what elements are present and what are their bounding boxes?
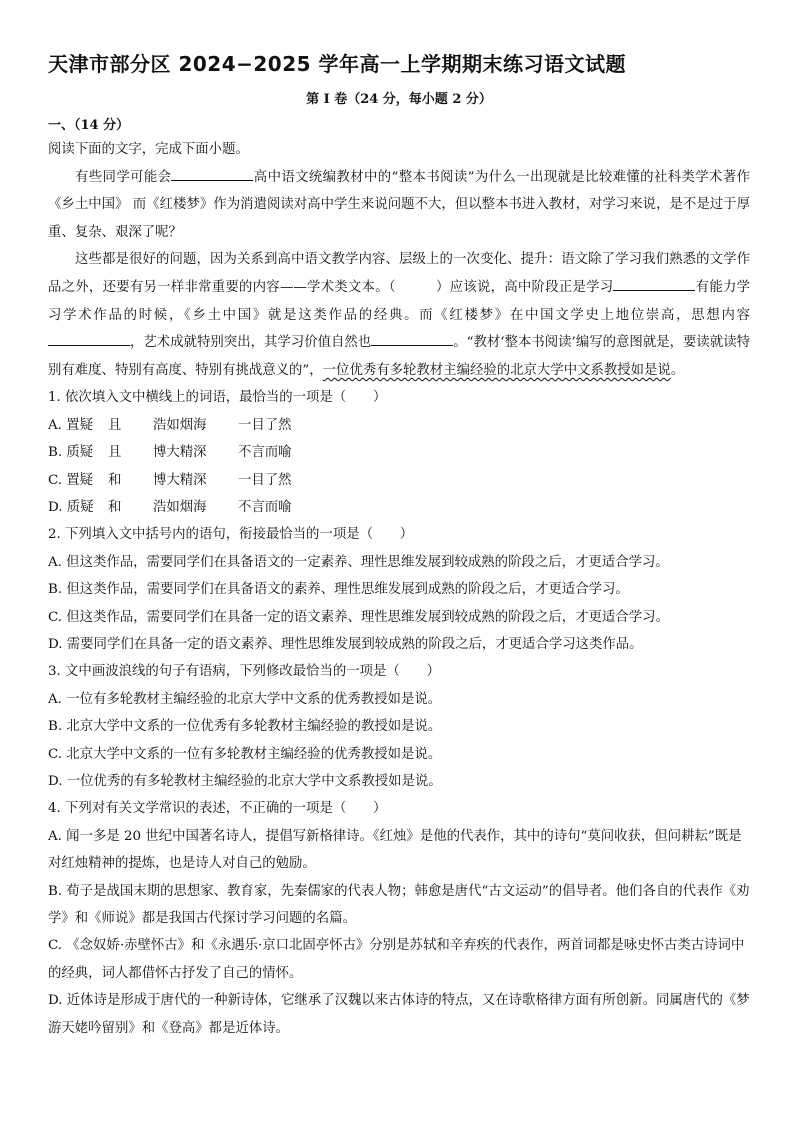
question-3-option-a: A. 一位有多轮教材主编经验的北京大学中文系的优秀教授如是说。 [48, 691, 442, 707]
passage-paragraph-1: 有些同学可能会 高中语文统编教材中的“整本书阅读”为什么一出现就是比较难懂的社科类学术著作《乡土中国》 而《红楼梦》作为消遣阅读对高中学生来说问题不大，但以整本书进入教材，对学习来说，是不是过于厚重、复杂、艰深了呢？ [48, 169, 750, 240]
question-2-stem: 2. 下列填入文中括号内的语句，衔接最恰当的一项是（ ） [48, 527, 414, 543]
blank-1 [171, 168, 253, 181]
blank-2 [613, 278, 695, 291]
passage-paragraph-2: 这些都是很好的问题，因为关系到高中语文教学内容、层级上的一次变化、提升：语文除了学习我们熟悉的文学作品之外，还要有另一样非常重要的内容——学术类文本。（ ）应该说，高中阶段正是学习 有能力学习学术作品的时候，《乡土中国》就是这类作品的经典。而《红楼梦》在中国文学史上地位崇高，思想内容，艺术成就特别突出，其学习价值自然也 。“教材‘整本书阅读’编写的意图就是，要读就读特别有难度、特别有高度、特别有挑战意义的”，一位优秀有多轮教材主编经验的北京大学中文系教授如是说。 [48, 252, 751, 378]
question-1-option-d: D. 质疑 和 浩如烟海 不言而喻 [48, 499, 292, 515]
question-1-option-b: B. 质疑 且 博大精深 不言而喻 [48, 445, 292, 461]
blank-4 [371, 333, 453, 346]
question-2-option-a: A. 但这类作品，需要同学们在具备语文的一定素养、理性思维发展到较成熟的阶段之后，才更适合学习。 [48, 554, 669, 570]
question-4-option-c: C. 《念奴娇·赤壁怀古》和《永遇乐·京口北固亭怀古》分别是苏轼和辛弃疾的代表作，两首词都是咏史怀古类古诗词中的经典，词人都借怀古抒发了自己的情怀。 [48, 938, 745, 981]
question-3-stem: 3. 文中画波浪线的句子有语病，下列修改最恰当的一项是（ ） [48, 664, 440, 680]
question-2-option-d: D. 需要同学们在具备一定的语文素养、理性思维发展到较成熟的阶段之后，才更适合学习这类作品。 [48, 637, 643, 652]
blank-3 [48, 333, 130, 346]
section-heading: 一、（14 分） [48, 118, 130, 133]
page-title: 天津市部分区 2024−2025 学年高一上学期期末练习语文试题 [48, 52, 627, 76]
question-2-option-b: B. 但这类作品，需要同学们在具备语文的素养、理性思维发展到成熟的阶段之后，才更适合学习。 [48, 582, 629, 598]
question-1-stem: 1. 依次填入文中横线上的词语，最恰当的一项是（ ） [48, 390, 387, 406]
wavy-underlined-sentence: 一位优秀有多轮教材主编经验的北京大学中文系教授如是说 [322, 362, 671, 378]
question-3-option-c: C. 北京大学中文系的一位有多轮教材主编经验的优秀教授如是说。 [48, 746, 442, 762]
question-4-option-a: A. 闻一多是 20 世纪中国著名诗人，提倡写新格律诗。《红烛》是他的代表作，其中的诗句“莫问收获，但问耕耘”既是对红烛精神的提炼，也是诗人对自己的勉励。 [48, 828, 742, 872]
instruction: 阅读下面的文字，完成下面小题。 [48, 142, 249, 157]
part-subtitle: 第 I 卷（24 分，每小题 2 分） [306, 92, 492, 107]
question-3-option-d: D. 一位优秀的有多轮教材主编经验的北京大学中文系教授如是说。 [48, 774, 442, 790]
question-2-option-c: C. 但这类作品，需要同学们在具备一定的语文素养、理性思维发展到较成熟的阶段之后，才更适合学习。 [48, 609, 669, 625]
question-1-option-a: A. 置疑 且 浩如烟海 一目了然 [48, 417, 292, 433]
question-4-option-d: D. 近体诗是形成于唐代的一种新诗体，它继承了汉魏以来古体诗的特点，又在诗歌格律方面有所创新。同属唐代的《梦游天姥吟留别》和《登高》都是近体诗。 [48, 993, 750, 1036]
question-3-option-b: B. 北京大学中文系的一位优秀有多轮教材主编经验的教授如是说。 [48, 719, 442, 735]
question-4-option-b: B. 荀子是战国末期的思想家、教育家，先秦儒家的代表人物；韩愈是唐代“古文运动”的倡导者。他们各自的代表作《劝学》和《师说》都是我国古代探讨学习问题的名篇。 [48, 883, 750, 927]
exam-page [48, 50, 750, 1042]
question-4-stem: 4. 下列对有关文学常识的表述，不正确的一项是（ ） [48, 801, 387, 817]
question-1-option-c: C. 置疑 和 博大精深 一目了然 [48, 472, 292, 488]
